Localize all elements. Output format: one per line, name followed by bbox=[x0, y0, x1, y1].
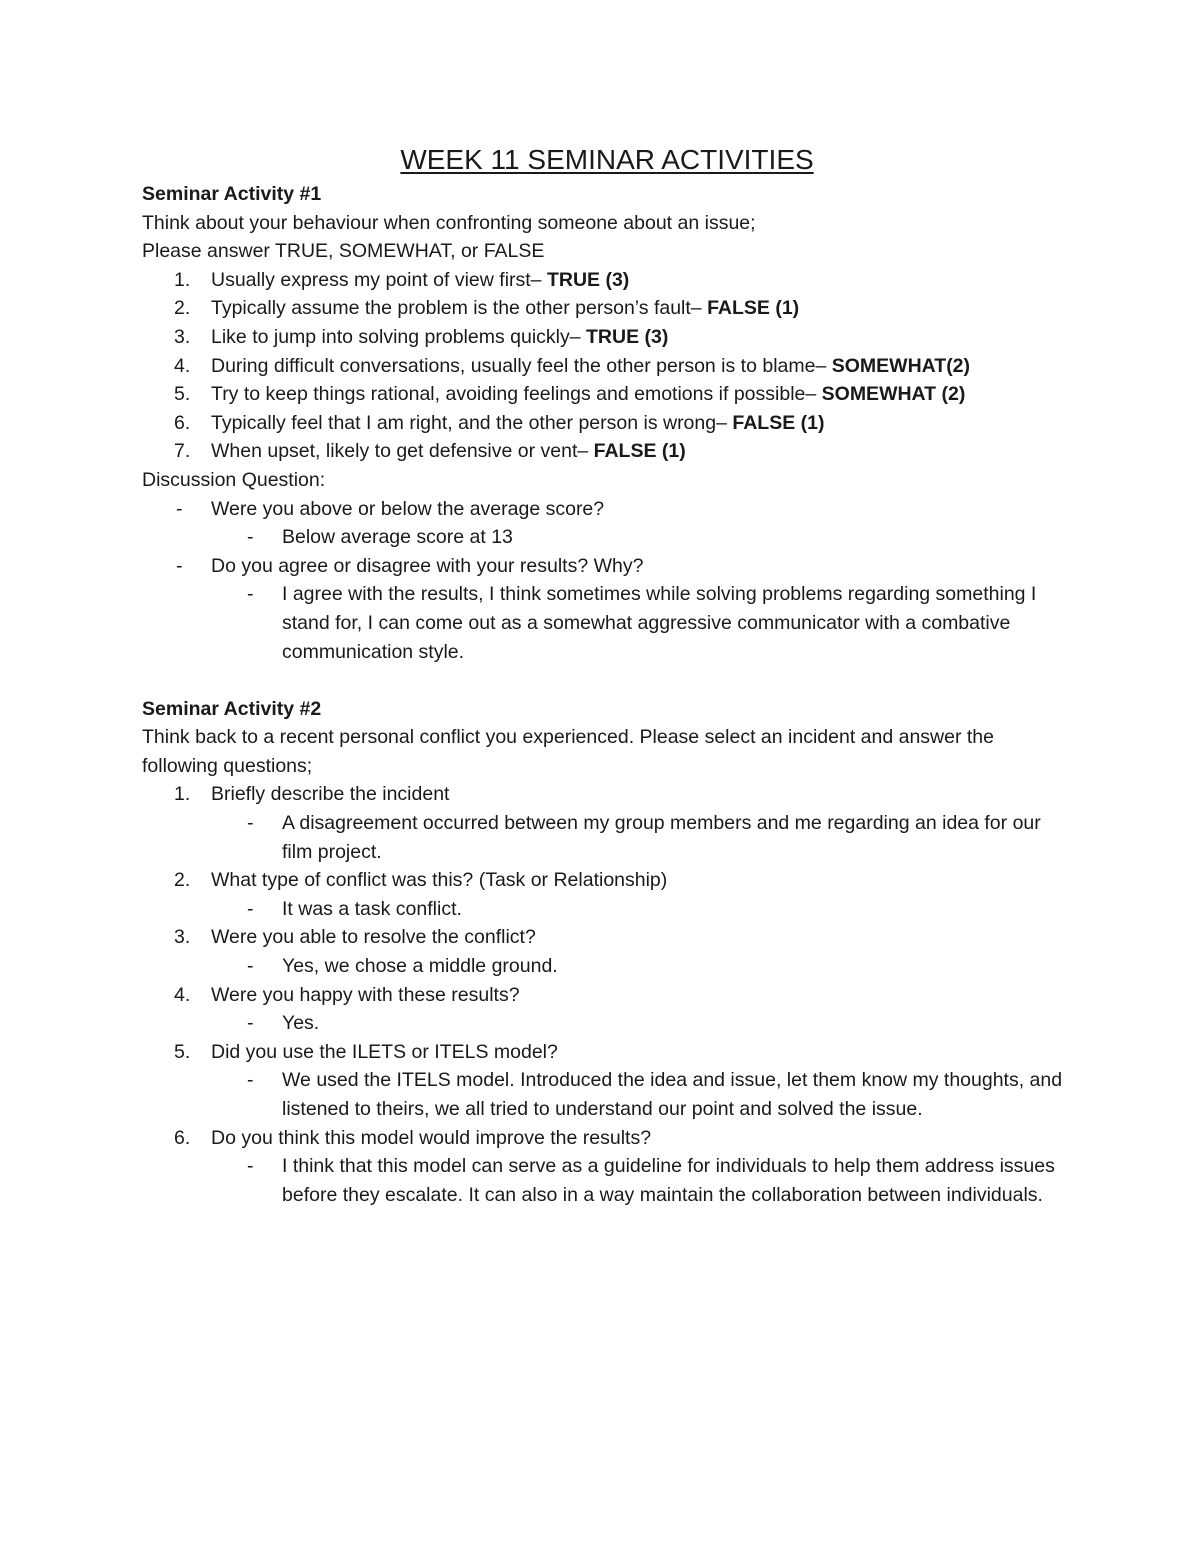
question-text: Do you think this model would improve the results? bbox=[211, 1126, 652, 1149]
discussion-answer bbox=[142, 580, 1072, 666]
list-number: 3. bbox=[174, 325, 191, 348]
answer-text: Below average score at 13 bbox=[282, 526, 513, 549]
discussion-question bbox=[142, 495, 1072, 524]
discussion-answer bbox=[142, 523, 1072, 552]
answer-item bbox=[142, 1009, 1072, 1038]
answer-item bbox=[142, 952, 1072, 981]
list-number: 6. bbox=[174, 1126, 191, 1149]
list-item bbox=[142, 409, 1072, 438]
page-title: WEEK 11 SEMINAR ACTIVITIES bbox=[400, 144, 814, 175]
section-spacer bbox=[142, 666, 1072, 695]
activity-1-list bbox=[142, 266, 1072, 466]
list-item bbox=[142, 981, 1072, 1010]
answer-text: I agree with the results, I think sometimes while solving problems regarding something I stand for, I can come out as a somewhat aggressive communicator with a combative communication style. bbox=[282, 583, 1037, 663]
bullet-dash: - bbox=[247, 897, 254, 920]
list-item bbox=[142, 323, 1072, 352]
discussion-list bbox=[142, 495, 1072, 667]
question-text: Do you agree or disagree with your results? Why? bbox=[211, 554, 644, 577]
statement-answer: SOMEWHAT (2) bbox=[821, 383, 966, 406]
statement-answer: TRUE (3) bbox=[586, 325, 669, 348]
activity-2-list bbox=[142, 780, 1072, 1209]
statement-text: Try to keep things rational, avoiding feelings and emotions if possible– bbox=[211, 383, 822, 406]
answer-text: Yes, we chose a middle ground. bbox=[282, 955, 558, 978]
statement-text: Usually express my point of view first– bbox=[211, 268, 547, 291]
list-number: 7. bbox=[174, 440, 191, 463]
bullet-dash: - bbox=[176, 497, 183, 520]
list-number: 1. bbox=[174, 268, 191, 291]
answer-text: A disagreement occurred between my group members and me regarding an idea for our film project. bbox=[282, 812, 1041, 863]
list-number: 5. bbox=[174, 1040, 191, 1063]
list-number: 5. bbox=[174, 383, 191, 406]
answer-text: We used the ITELS model. Introduced the idea and issue, let them know my thoughts, and listened to theirs, we all tried to understand our point and solved the issue. bbox=[282, 1069, 1063, 1120]
activity-2-heading: Seminar Activity #2 bbox=[142, 697, 322, 720]
question-text: Were you able to resolve the conflict? bbox=[211, 926, 536, 949]
answer-item bbox=[142, 895, 1072, 924]
bullet-dash: - bbox=[247, 526, 254, 549]
statement-text: Typically feel that I am right, and the other person is wrong– bbox=[211, 411, 733, 434]
list-number: 2. bbox=[174, 297, 191, 320]
statement-answer: TRUE (3) bbox=[546, 268, 630, 291]
bullet-dash: - bbox=[247, 1069, 254, 1092]
list-number: 1. bbox=[174, 783, 191, 806]
bullet-dash: - bbox=[247, 1012, 254, 1035]
list-number: 4. bbox=[174, 983, 191, 1006]
list-item bbox=[142, 352, 1072, 381]
answer-item bbox=[142, 809, 1072, 866]
statement-answer: FALSE (1) bbox=[593, 440, 686, 463]
list-item bbox=[142, 266, 1072, 295]
activity-1-intro: Think about your behaviour when confronting someone about an issue; bbox=[142, 211, 756, 234]
answer-text: I think that this model can serve as a guideline for individuals to help them address issues before they escalate. It can also in a way maintain the collaboration between individuals. bbox=[282, 1155, 1055, 1206]
list-item bbox=[142, 866, 1072, 895]
answer-text: It was a task conflict. bbox=[282, 897, 462, 920]
list-item bbox=[142, 1038, 1072, 1067]
discussion-question bbox=[142, 552, 1072, 581]
bullet-dash: - bbox=[247, 812, 254, 835]
statement-answer: FALSE (1) bbox=[707, 297, 800, 320]
question-text: Briefly describe the incident bbox=[211, 783, 450, 806]
list-item bbox=[142, 923, 1072, 952]
list-number: 4. bbox=[174, 354, 191, 377]
list-number: 6. bbox=[174, 411, 191, 434]
question-text: Were you above or below the average score? bbox=[211, 497, 605, 520]
list-item bbox=[142, 380, 1072, 409]
statement-text: Typically assume the problem is the other person’s fault– bbox=[211, 297, 708, 320]
statement-text: During difficult conversations, usually feel the other person is to blame– bbox=[211, 354, 832, 377]
discussion-label: Discussion Question: bbox=[142, 468, 326, 491]
list-item bbox=[142, 437, 1072, 466]
bullet-dash: - bbox=[247, 955, 254, 978]
answer-item bbox=[142, 1066, 1072, 1123]
document-body bbox=[142, 140, 1072, 1209]
list-number: 2. bbox=[174, 869, 191, 892]
list-item bbox=[142, 294, 1072, 323]
activity-1-instructions: Please answer TRUE, SOMEWHAT, or FALSE bbox=[142, 240, 545, 263]
list-item bbox=[142, 1124, 1072, 1153]
bullet-dash: - bbox=[247, 1155, 254, 1178]
list-number: 3. bbox=[174, 926, 191, 949]
activity-2-intro: Think back to a recent personal conflict you experienced. Please select an incident and answer the following questions; bbox=[142, 726, 995, 777]
statement-text: Like to jump into solving problems quickly– bbox=[211, 325, 587, 348]
question-text: Were you happy with these results? bbox=[211, 983, 520, 1006]
bullet-dash: - bbox=[247, 583, 254, 606]
bullet-dash: - bbox=[176, 554, 183, 577]
activity-1-heading: Seminar Activity #1 bbox=[142, 183, 322, 205]
statement-text: When upset, likely to get defensive or vent– bbox=[211, 440, 594, 463]
statement-answer: SOMEWHAT(2) bbox=[831, 354, 971, 377]
answer-item bbox=[142, 1152, 1072, 1209]
statement-answer: FALSE (1) bbox=[732, 411, 825, 434]
answer-text: Yes. bbox=[282, 1012, 320, 1035]
question-text: What type of conflict was this? (Task or Relationship) bbox=[211, 869, 668, 892]
list-item bbox=[142, 780, 1072, 809]
question-text: Did you use the ILETS or ITELS model? bbox=[211, 1040, 558, 1063]
